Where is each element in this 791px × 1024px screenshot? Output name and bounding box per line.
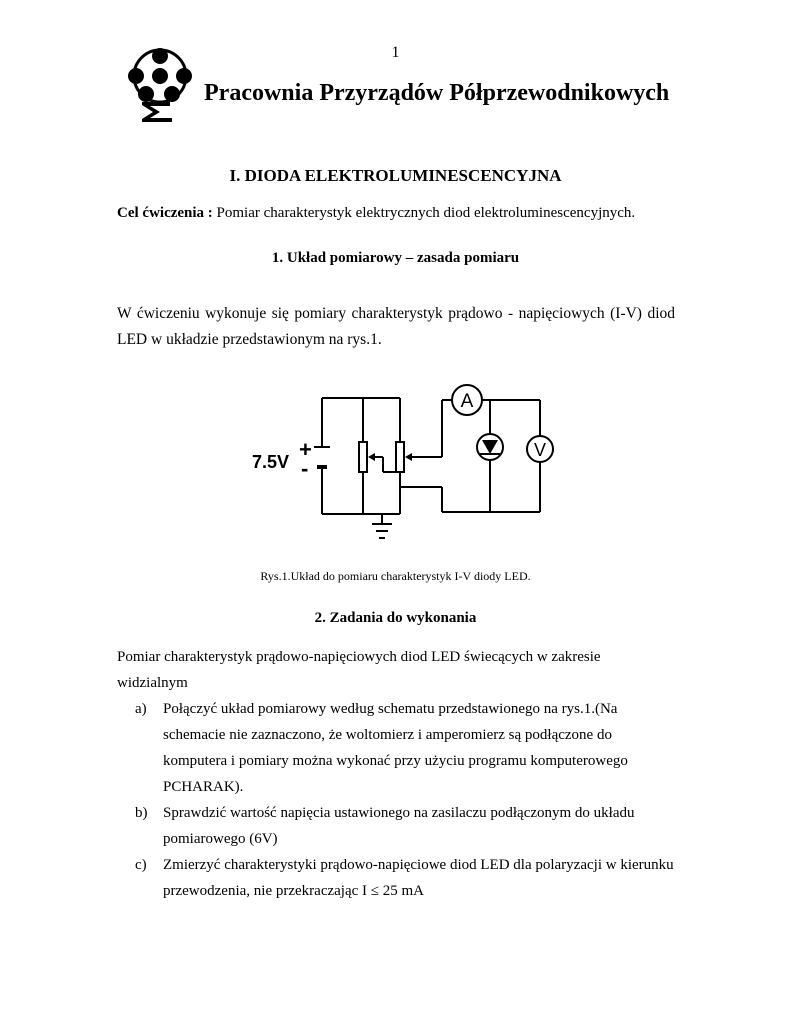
task-marker: a) [135, 701, 147, 717]
task-item [135, 852, 675, 904]
plus-sign: + [299, 437, 312, 462]
minus-sign: - [301, 456, 309, 481]
voltmeter-label: V [533, 440, 547, 460]
section-2-intro: Pomiar charakterystyk prądowo-napięciowych diod LED świecących w zakresie widzialnym [117, 649, 601, 691]
section-1-title: 1. Układ pomiarowy – zasada pomiaru [271, 250, 520, 266]
page-number: 1 [391, 44, 400, 61]
chapter-title: I. DIODA ELEKTROLUMINESCENCYJNA [229, 166, 562, 185]
section-2-title: 2. Zadania do wykonania [314, 610, 477, 626]
task-marker: c) [135, 857, 147, 873]
exercise-goal [117, 205, 635, 222]
goal-text: Pomiar charakterystyk elektrycznych diod elektroluminescencyjnych. [212, 205, 636, 221]
lab-title: Pracownia Przyrządów Półprzewodnikowych [204, 80, 670, 106]
figure-caption: Rys.1.Układ do pomiaru charakterystyk I-V diody LED. [260, 569, 531, 583]
task-text: Połączyć układ pomiarowy według schematu przedstawionego na rys.1.(Na schemacie nie zaznaczono, że woltomierz i amperomierz są podłączone do komputera i pomiary można wykonać przy użyciu programu komputerowego PCHARAK). [163, 701, 628, 795]
sigma-circles-logo-icon [120, 46, 192, 122]
task-text: Sprawdzić wartość napięcia ustawionego na zasilaczu podłączonym do układu pomiarowego (6V) [163, 805, 635, 847]
task-list [135, 696, 675, 904]
task-text: Zmierzyć charakterystyki prądowo-napięciowe diod LED dla polaryzacji w kierunku przewodzenia, nie przekraczając I ≤ 25 mA [163, 857, 674, 899]
goal-label: Cel ćwiczenia : [117, 205, 213, 221]
ammeter-label: A [460, 391, 474, 412]
circuit-diagram [244, 378, 574, 550]
task-item [135, 696, 675, 800]
section-1-paragraph: W ćwiczeniu wykonuje się pomiary charakterystyk prądowo - napięciowych (I-V) diod LED w układzie przedstawionym na rys.1. [117, 305, 675, 348]
voltage-label: 7.5V [252, 452, 290, 472]
task-item [135, 800, 675, 852]
task-marker: b) [135, 805, 148, 821]
